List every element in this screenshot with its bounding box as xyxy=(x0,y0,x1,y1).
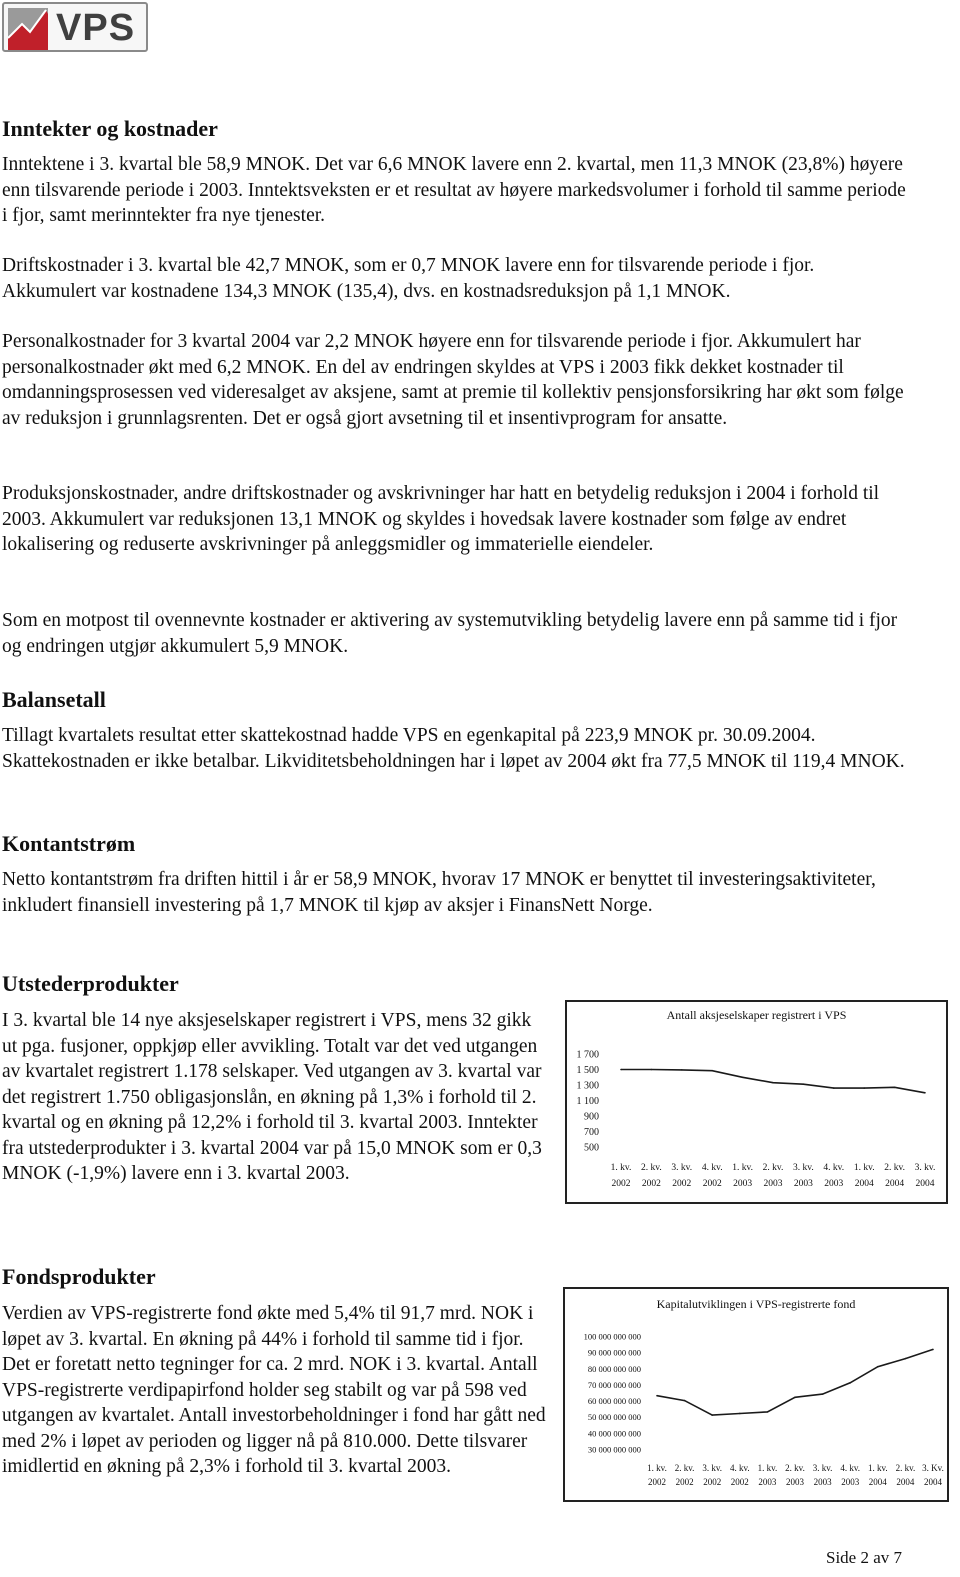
x-tick-year-label: 2003 xyxy=(813,1477,832,1487)
data-point xyxy=(711,1070,713,1072)
y-tick-label: 80 000 000 000 xyxy=(587,1363,641,1374)
x-tick-year-label: 2002 xyxy=(641,1179,661,1189)
y-tick-label: 1 700 xyxy=(576,1049,599,1061)
heading-balansetall: Balansetall xyxy=(2,687,106,712)
x-tick-year-label: 2003 xyxy=(733,1179,753,1189)
paragraph-fondsprodukter: Verdien av VPS-registrerte fond økte med 5,4% til 91,7 mrd. NOK i løpet av 3. kvartal. En økning på 44% i forhold til samme tid i fjor. Det er foretatt netto tegninger for ca. 2 mrd. NOK i 3. kvartal. Antall VPS-registrerte verdipapirfond holder seg stabilt og var på 598 ved utgangen av kvartalet. Antall investorbeholdninger i fond har gått ned med 2% i løpet av perioden og ligger nå på 810.000. Dette tilsvarer imidlertid en økning på 2,3% i forhold til 3. kvartal 2003. xyxy=(2,1303,546,1477)
chart-title: Kapitalutviklingen i VPS-registrerte fond xyxy=(656,1297,856,1311)
x-tick-label: 3. kv. xyxy=(702,1463,723,1473)
chart-kapitalutvikling-svg xyxy=(565,1289,947,1500)
x-tick-year-label: 2002 xyxy=(611,1179,631,1189)
x-tick-year-label: 2003 xyxy=(786,1477,804,1487)
paragraph-utstederprodukter: I 3. kvartal ble 14 nye aksjeselskaper registrert i VPS, mens 32 gikk ut pga. fusjoner, oppkjøp eller avvikling. Totalt var det ved utgangen av kvartalet registrert 1.178 selskaper. Ved utgangen av 3. kvartal var det registrert 1.750 obligasjonslån, en økning på 1,3% i forhold til 2. kvartal og en økning på 12,2% i forhold til 3. kvartal 2003. Inntekter fra utstederprodukter i 3. kvartal 2004 var på 15,0 MNOK som er 0,3 MNOK (-1,9%) lavere enn i 3. kvartal 2003. xyxy=(2,1010,542,1184)
chart-title: Antall aksjeselskaper registrert i VPS xyxy=(666,1008,847,1022)
x-tick-label: 3. kv. xyxy=(812,1463,833,1473)
logo-frame xyxy=(2,2,148,52)
data-point xyxy=(822,1393,824,1395)
x-tick-year-label: 2002 xyxy=(672,1179,692,1189)
x-tick-year-label: 2004 xyxy=(868,1477,887,1487)
x-tick-year-label: 2003 xyxy=(824,1179,844,1189)
x-tick-label: 4. kv. xyxy=(823,1163,845,1173)
x-tick-label: 3. kv. xyxy=(914,1163,936,1173)
chart-aksjeselskaper-svg xyxy=(567,1002,946,1202)
vps-logo xyxy=(0,0,148,52)
x-tick-label: 1. kv. xyxy=(853,1163,875,1173)
y-tick-label: 900 xyxy=(584,1111,599,1123)
data-point xyxy=(803,1083,805,1085)
paragraph-balansetall: Tillagt kvartalets resultat etter skattekostnad hadde VPS en egenkapital på 223,9 MNOK pr. 30.09.2004. Skattekostnaden er ikke betalbar. Likviditetsbeholdningen har i løpet av 2004 økt fra 77,5 MNOK til 119,4 MNOK. xyxy=(2,725,905,772)
paragraph-motpost: Som en motpost til ovennevnte kostnader er aktivering av systemutvikling betydelig lavere enn på samme tid i fjor og endringen utgjør akkumulert 5,9 MNOK. xyxy=(2,610,898,657)
x-tick-label: 3. Kv. xyxy=(922,1463,944,1473)
y-tick-label: 1 100 xyxy=(576,1096,599,1107)
page-number: Side 2 av 7 xyxy=(826,1548,903,1567)
data-point xyxy=(794,1397,796,1399)
logo-text: VPS xyxy=(56,7,136,49)
y-tick-label: 90 000 000 000 xyxy=(587,1347,641,1358)
x-tick-year-label: 2004 xyxy=(885,1179,905,1189)
x-tick-label: 1. kv. xyxy=(647,1463,667,1473)
x-tick-year-label: 2003 xyxy=(793,1179,813,1189)
x-tick-label: 2. kv. xyxy=(785,1463,805,1473)
data-point xyxy=(863,1087,865,1089)
x-tick-year-label: 2004 xyxy=(924,1477,942,1487)
data-point xyxy=(924,1092,926,1094)
chart-kapitalutvikling xyxy=(563,1287,949,1502)
x-tick-year-label: 2004 xyxy=(896,1477,915,1487)
data-point xyxy=(849,1382,851,1384)
data-point xyxy=(932,1349,934,1351)
paragraph-produksjonskostnader: Produksjonskostnader, andre driftskostnader og avskrivninger har hatt en betydelig reduksjon i 2004 i forhold til 2003. Akkumulert var reduksjonen 13,1 MNOK og skyldes i hovedsak lavere kostnader som følge av endret lokalisering og reduserte avskrivninger på anleggsmidler og immaterielle eiendeler. xyxy=(2,483,880,555)
x-tick-label: 4. kv. xyxy=(729,1463,750,1473)
y-tick-label: 50 000 000 000 xyxy=(587,1412,641,1423)
x-tick-label: 4. kv. xyxy=(840,1463,861,1473)
heading-kontantstrom: Kontantstrøm xyxy=(2,831,136,856)
x-tick-year-label: 2002 xyxy=(675,1477,694,1487)
data-point xyxy=(742,1076,744,1078)
y-tick-label: 70 000 000 000 xyxy=(587,1379,641,1390)
x-tick-year-label: 2003 xyxy=(758,1477,777,1487)
x-tick-year-label: 2003 xyxy=(841,1477,860,1487)
y-tick-label: 60 000 000 000 xyxy=(587,1396,641,1407)
x-tick-label: 1. kv. xyxy=(867,1463,888,1473)
x-tick-year-label: 2002 xyxy=(648,1477,666,1487)
paragraph-driftskostnader: Driftskostnader i 3. kvartal ble 42,7 MNOK, som er 0,7 MNOK lavere enn for tilsvarende periode i fjor. Akkumulert var kostnadene 134,3 MNOK (135,4), dvs. en kostnadsreduksjon på 1,1 MNOK. xyxy=(2,255,815,302)
x-tick-year-label: 2002 xyxy=(730,1477,749,1487)
series-line xyxy=(657,1349,933,1415)
y-tick-label: 500 xyxy=(584,1142,599,1154)
x-tick-label: 1. kv. xyxy=(610,1163,632,1173)
data-point xyxy=(877,1366,879,1368)
heading-utstederprodukter: Utstederprodukter xyxy=(2,971,179,996)
paragraph-inntekter: Inntektene i 3. kvartal ble 58,9 MNOK. Det var 6,6 MNOK lavere enn 2. kvartal, men 11,3 MNOK (23,8%) høyere enn tilsvarende periode i 2003. Inntektsveksten er et resultat av høyere markedsvolumer i forhold til samme periode i fjor, samt merinntekter fra nye tjenester. xyxy=(2,154,906,226)
data-point xyxy=(894,1087,896,1089)
x-tick-label: 2. kv. xyxy=(762,1163,784,1173)
data-point xyxy=(905,1358,907,1360)
x-tick-label: 3. kv. xyxy=(793,1163,814,1173)
data-point xyxy=(739,1413,741,1415)
data-point xyxy=(656,1395,658,1397)
data-point xyxy=(620,1069,622,1071)
x-tick-label: 1. kv. xyxy=(757,1463,778,1473)
x-tick-label: 4. kv. xyxy=(701,1163,723,1173)
paragraph-kontantstrom: Netto kontantstrøm fra driften hittil i år er 58,9 MNOK, hvorav 17 MNOK er benyttet til investeringsaktiviteter, inkludert finansiell investering på 1,7 MNOK til kjøp av aksjer i FinansNett Norge. xyxy=(2,869,876,916)
x-tick-label: 3. kv. xyxy=(671,1163,693,1173)
x-tick-label: 1. kv. xyxy=(732,1163,753,1173)
y-tick-label: 1 500 xyxy=(576,1065,599,1076)
x-tick-label: 2. kv. xyxy=(674,1463,695,1473)
x-tick-label: 2. kv. xyxy=(895,1463,916,1473)
x-tick-year-label: 2003 xyxy=(763,1179,783,1189)
chart-aksjeselskaper xyxy=(565,1000,948,1204)
y-tick-label: 100 000 000 000 xyxy=(583,1331,641,1342)
data-point xyxy=(767,1411,769,1413)
y-tick-label: 1 300 xyxy=(576,1080,599,1092)
y-tick-label: 700 xyxy=(584,1127,599,1138)
data-point xyxy=(772,1082,774,1084)
data-point xyxy=(711,1414,713,1416)
data-point xyxy=(833,1087,835,1089)
logo-mark-icon xyxy=(8,8,48,50)
x-tick-year-label: 2002 xyxy=(703,1477,722,1487)
x-tick-label: 2. kv. xyxy=(641,1163,662,1173)
x-tick-label: 2. kv. xyxy=(884,1163,905,1173)
data-point xyxy=(681,1069,683,1071)
y-tick-label: 40 000 000 000 xyxy=(587,1428,641,1439)
data-point xyxy=(651,1069,653,1071)
x-tick-year-label: 2004 xyxy=(854,1179,874,1189)
heading-fondsprodukter: Fondsprodukter xyxy=(2,1264,156,1289)
y-tick-label: 30 000 000 000 xyxy=(587,1444,641,1455)
series-line xyxy=(621,1070,925,1093)
x-tick-year-label: 2002 xyxy=(702,1179,722,1189)
heading-inntekter: Inntekter og kostnader xyxy=(2,116,218,141)
paragraph-personalkostnader: Personalkostnader for 3 kvartal 2004 var 2,2 MNOK høyere enn for tilsvarende periode i fjor. Akkumulert har personalkostnader økt med 6,2 MNOK. En del av endringen skyldes at VPS i 2003 fikk dekket kostnader til omdanningsprosessen ved videresalget av aksjene, samt at premie til kollektiv pensjonsforsikring har økt som følge av reduksjon i grunnlagsrenten. Det er også gjort avsetning til et insentivprogram for ansatte. xyxy=(2,331,904,429)
x-tick-year-label: 2004 xyxy=(915,1179,935,1189)
data-point xyxy=(684,1400,686,1402)
